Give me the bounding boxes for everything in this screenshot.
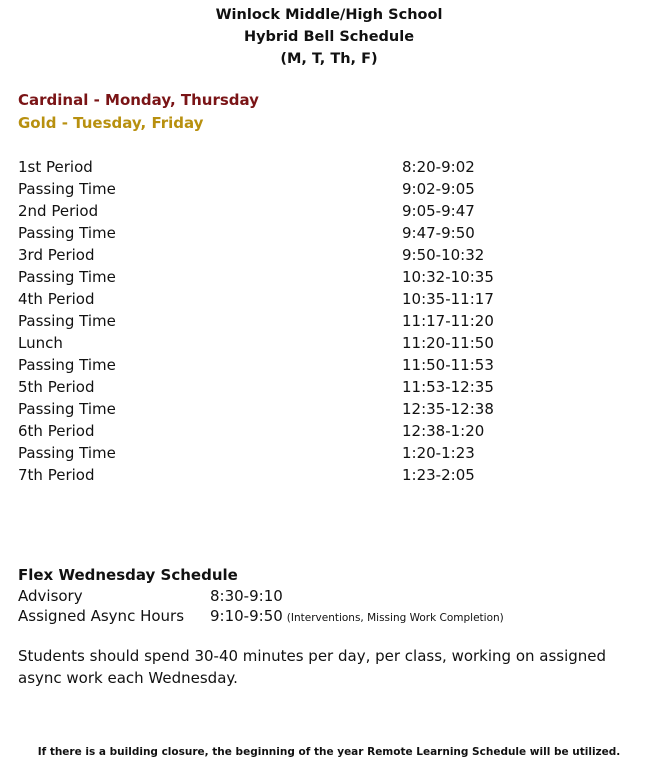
schedule-row	[18, 310, 578, 332]
schedule-row-time: 8:20-9:02	[402, 158, 475, 176]
schedule-row-label: 5th Period	[18, 378, 95, 396]
schedule-row-time: 12:35-12:38	[402, 400, 494, 418]
schedule-row-label: 6th Period	[18, 422, 95, 440]
flex-row-async	[18, 606, 638, 626]
schedule-row-time: 10:35-11:17	[402, 290, 494, 308]
schedule-row-label: 1st Period	[18, 158, 93, 176]
schedule-row-label: Passing Time	[18, 356, 116, 374]
schedule-row-label: Passing Time	[18, 268, 116, 286]
schedule-row	[18, 464, 578, 486]
schedule-row	[18, 266, 578, 288]
schedule-row-time: 1:20-1:23	[402, 444, 475, 462]
schedule-row	[18, 398, 578, 420]
schedule-row	[18, 200, 578, 222]
schedule-row-time: 10:32-10:35	[402, 268, 494, 286]
schedule-row	[18, 376, 578, 398]
flex-row-note: (Interventions, Missing Work Completion)	[286, 612, 504, 624]
flex-row-advisory	[18, 586, 638, 606]
schedule-row-label: 4th Period	[18, 290, 95, 308]
school-name: Winlock Middle/High School	[215, 7, 443, 23]
schedule-row-label: Passing Time	[18, 312, 116, 330]
flex-row-time: 9:10-9:50	[210, 607, 283, 625]
schedule-row-label: Passing Time	[18, 444, 116, 462]
schedule-row-time: 11:20-11:50	[402, 334, 494, 352]
schedule-row-label: Passing Time	[18, 400, 116, 418]
schedule-row-time: 11:17-11:20	[402, 312, 494, 330]
schedule-row-label: 2nd Period	[18, 202, 99, 220]
schedule-row	[18, 156, 578, 178]
schedule-row-time: 12:38-1:20	[402, 422, 485, 440]
schedule-row-time: 1:23-2:05	[402, 466, 475, 484]
schedule-row-label: 3rd Period	[18, 246, 95, 264]
schedule-row-time: 9:47-9:50	[402, 224, 475, 242]
schedule-row-time: 9:50-10:32	[402, 246, 485, 264]
schedule-row-label: 7th Period	[18, 466, 95, 484]
schedule-row	[18, 332, 578, 354]
flex-wednesday-title: Flex Wednesday Schedule	[18, 566, 238, 584]
schedule-row-time: 11:53-12:35	[402, 378, 494, 396]
schedule-row	[18, 178, 578, 200]
flex-wednesday-section	[18, 564, 638, 626]
schedule-row	[18, 288, 578, 310]
schedule-title: Hybrid Bell Schedule	[243, 29, 415, 45]
schedule-days: (M, T, Th, F)	[280, 51, 378, 67]
schedule-row-label: Lunch	[18, 334, 63, 352]
schedule-row-label: Passing Time	[18, 180, 116, 198]
flex-row-label: Advisory	[18, 587, 83, 605]
schedule-row-time: 11:50-11:53	[402, 356, 494, 374]
gold-group-days: Gold - Tuesday, Friday	[18, 114, 204, 132]
flex-row-time: 8:30-9:10	[210, 587, 283, 605]
schedule-row	[18, 222, 578, 244]
schedule-row	[18, 354, 578, 376]
page-header	[0, 4, 658, 70]
schedule-row-time: 9:05-9:47	[402, 202, 475, 220]
async-work-note: Students should spend 30-40 minutes per day, per class, working on assigned async work each Wednesday.	[18, 647, 607, 687]
cardinal-group-days: Cardinal - Monday, Thursday	[18, 91, 259, 109]
schedule-row-label: Passing Time	[18, 224, 116, 242]
flex-row-label: Assigned Async Hours	[18, 607, 185, 625]
building-closure-footer: If there is a building closure, the beginning of the year Remote Learning Schedule will be utilized.	[37, 746, 621, 758]
schedule-row	[18, 420, 578, 442]
schedule-row	[18, 244, 578, 266]
schedule-row	[18, 442, 578, 464]
bell-schedule-table	[18, 156, 578, 486]
schedule-row-time: 9:02-9:05	[402, 180, 475, 198]
